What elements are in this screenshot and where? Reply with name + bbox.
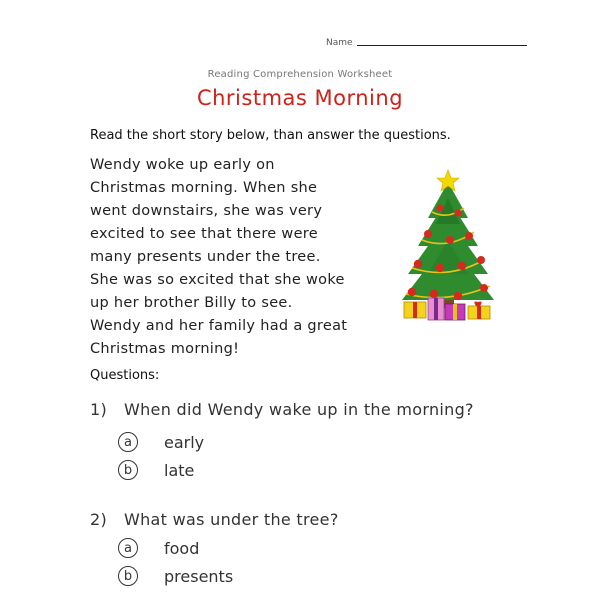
story-line: Wendy woke up early on (90, 157, 275, 173)
name-label: Name (326, 38, 353, 48)
worksheet-title: Christmas Morning (196, 86, 404, 110)
instructions-text: Read the short story below, than answer the questions. (90, 128, 451, 143)
option-text: early (164, 432, 205, 452)
option-1a[interactable] (118, 432, 204, 452)
questions-heading: Questions: (90, 368, 160, 383)
option-2a[interactable] (118, 538, 199, 558)
name-line[interactable] (357, 45, 527, 46)
question-text: What was under the tree? (124, 510, 339, 529)
option-1b[interactable] (118, 460, 194, 480)
option-letter-circle[interactable]: a (118, 538, 138, 558)
story-line: She was so excited that she woke (90, 272, 345, 288)
option-letter-circle[interactable]: a (118, 432, 138, 452)
question-1 (90, 400, 474, 419)
option-text: presents (164, 566, 234, 586)
option-letter-circle[interactable]: b (118, 460, 138, 480)
story-line: Christmas morning! (90, 341, 240, 357)
option-text: late (164, 460, 195, 480)
question-2 (90, 510, 339, 529)
story-line: went downstairs, she was very (90, 203, 323, 219)
worksheet-subtitle: Reading Comprehension Worksheet (207, 69, 393, 80)
option-2b[interactable] (118, 566, 233, 586)
question-number: 1) (90, 400, 108, 419)
christmas-tree-icon (398, 168, 498, 328)
option-letter-circle[interactable]: b (118, 566, 138, 586)
story-line: excited to see that there were (90, 226, 318, 242)
option-text: food (164, 538, 200, 558)
question-text: When did Wendy wake up in the morning? (124, 400, 474, 419)
story-line: Christmas morning. When she (90, 180, 318, 196)
story-line: up her brother Billy to see. (90, 295, 293, 311)
story-passage (90, 154, 390, 361)
story-line: Wendy and her family had a great (90, 318, 348, 334)
story-line: many presents under the tree. (90, 249, 321, 265)
question-number: 2) (90, 510, 108, 529)
name-field[interactable] (326, 38, 527, 48)
